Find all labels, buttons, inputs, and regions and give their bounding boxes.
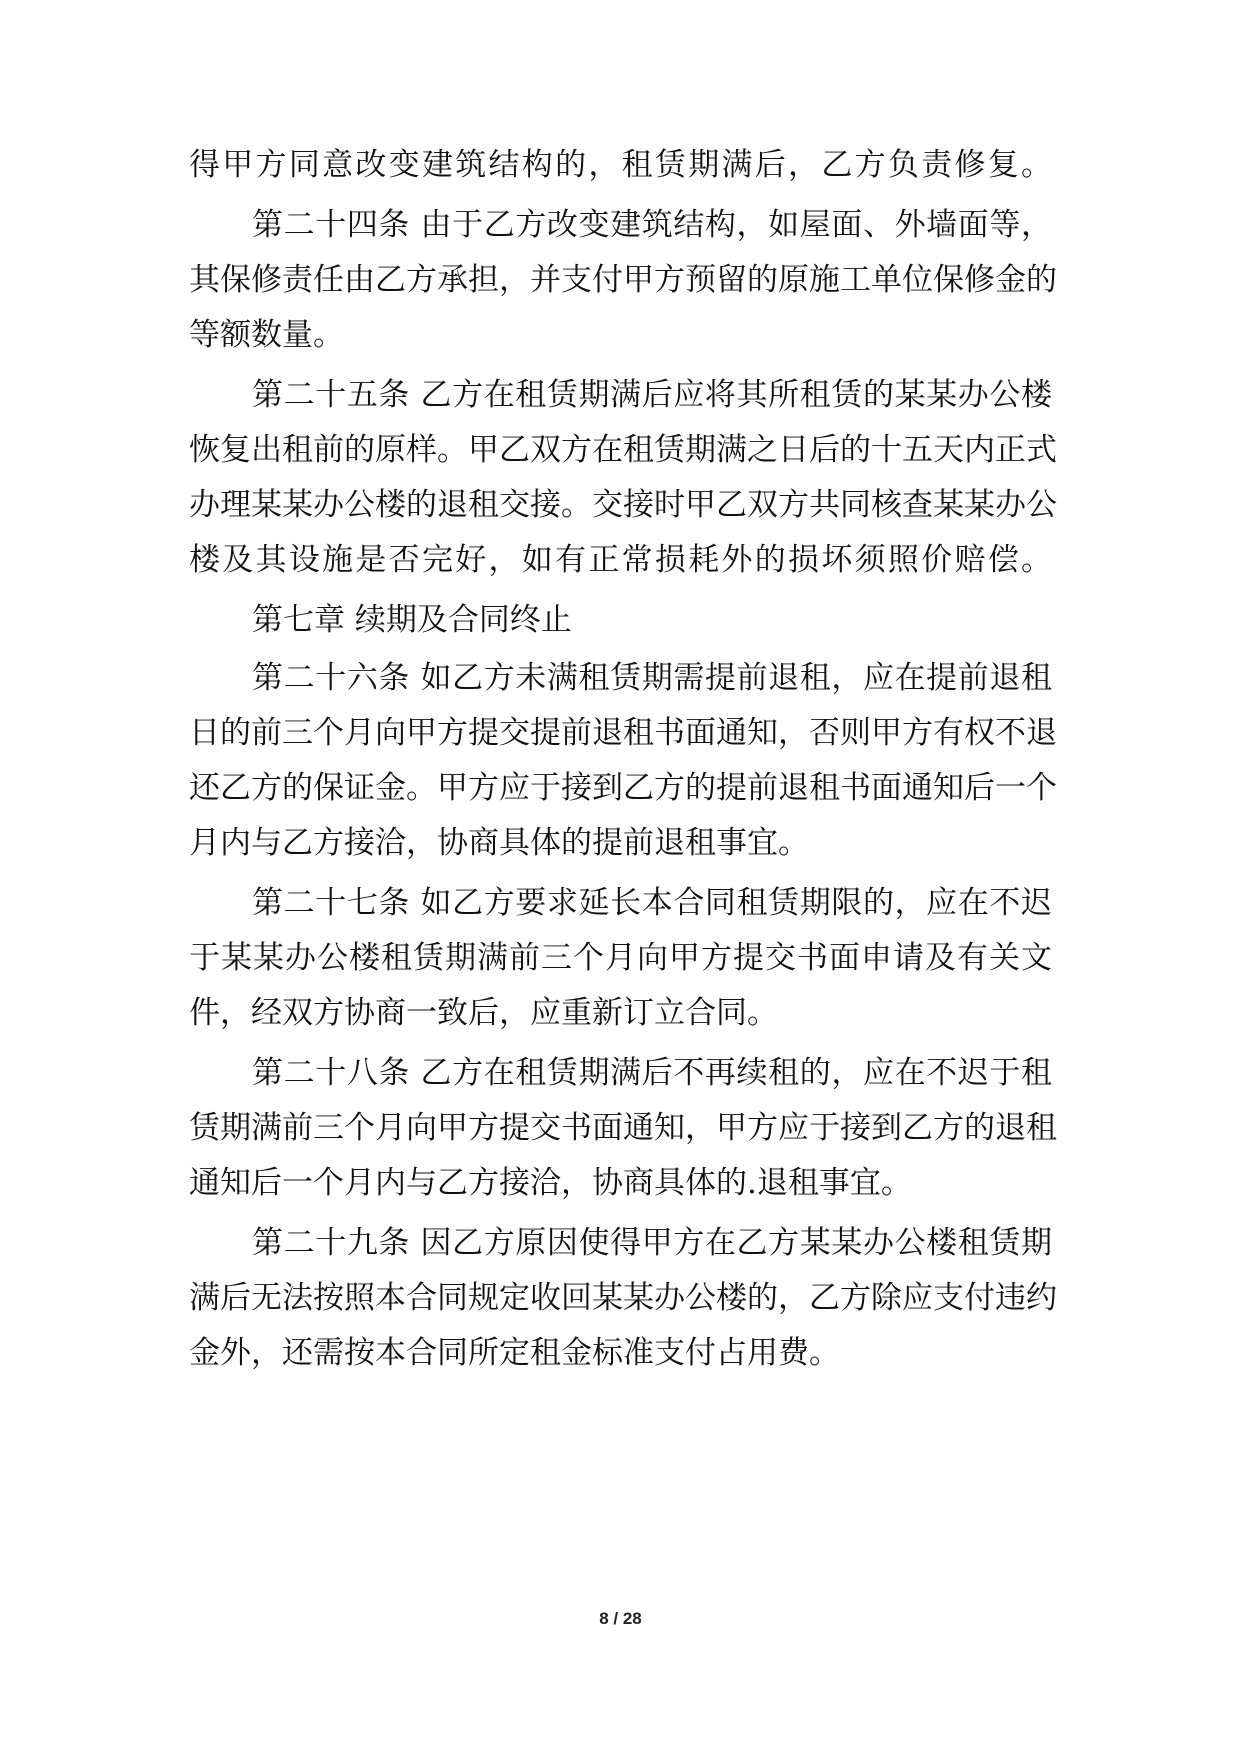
text-line: 等额数量。 xyxy=(189,317,344,353)
page-number: 8 / 28 xyxy=(599,1609,642,1628)
text-line: 第二十六条 如乙方未满租赁期需提前退租，应在提前退租 xyxy=(252,660,1052,696)
text-line: 恢复出租前的原样。甲乙双方在租赁期满之日后的十五天内正式 xyxy=(189,432,1057,468)
text-line: 赁期满前三个月向甲方提交书面通知，甲方应于接到乙方的退租 xyxy=(189,1110,1057,1146)
text-line: 于某某办公楼租赁期满前三个月向甲方提交书面申请及有关文 xyxy=(189,940,1052,976)
text-line: 第二十八条 乙方在租赁期满后不再续租的，应在不迟于租 xyxy=(252,1055,1052,1091)
text-line: 第二十九条 因乙方原因使得甲方在乙方某某办公楼租赁期 xyxy=(252,1225,1052,1261)
text-line: 第二十四条 由于乙方改变建筑结构，如屋面、外墙面等， xyxy=(252,207,1052,243)
text-line: 日的前三个月向甲方提交提前退租书面通知，否则甲方有权不退 xyxy=(189,715,1057,751)
text-line: 得甲方同意改变建筑结构的，租赁期满后，乙方负责修复。 xyxy=(189,147,1052,183)
text-line: 通知后一个月内与乙方接洽，协商具体的.退租事宜。 xyxy=(189,1165,912,1201)
text-line: 楼及其设施是否完好，如有正常损耗外的损坏须照价赔偿。 xyxy=(189,542,1052,578)
text-line: 月内与乙方接洽，协商具体的提前退租事宜。 xyxy=(189,825,809,861)
text-line: 第二十七条 如乙方要求延长本合同租赁期限的，应在不迟 xyxy=(252,885,1052,921)
text-line: 其保修责任由乙方承担，并支付甲方预留的原施工单位保修金的 xyxy=(189,262,1057,298)
text-line: 满后无法按照本合同规定收回某某办公楼的，乙方除应支付违约 xyxy=(189,1280,1057,1316)
chapter-heading: 第七章 续期及合同终止 xyxy=(252,602,572,638)
text-line: 还乙方的保证金。甲方应于接到乙方的提前退租书面通知后一个 xyxy=(189,770,1057,806)
text-line: 件，经双方协商一致后，应重新订立合同。 xyxy=(189,995,778,1031)
text-line: 办理某某办公楼的退租交接。交接时甲乙双方共同核查某某办公 xyxy=(189,487,1057,523)
text-line: 金外，还需按本合同所定租金标准支付占用费。 xyxy=(189,1335,840,1371)
text-line: 第二十五条 乙方在租赁期满后应将其所租赁的某某办公楼 xyxy=(252,377,1052,413)
